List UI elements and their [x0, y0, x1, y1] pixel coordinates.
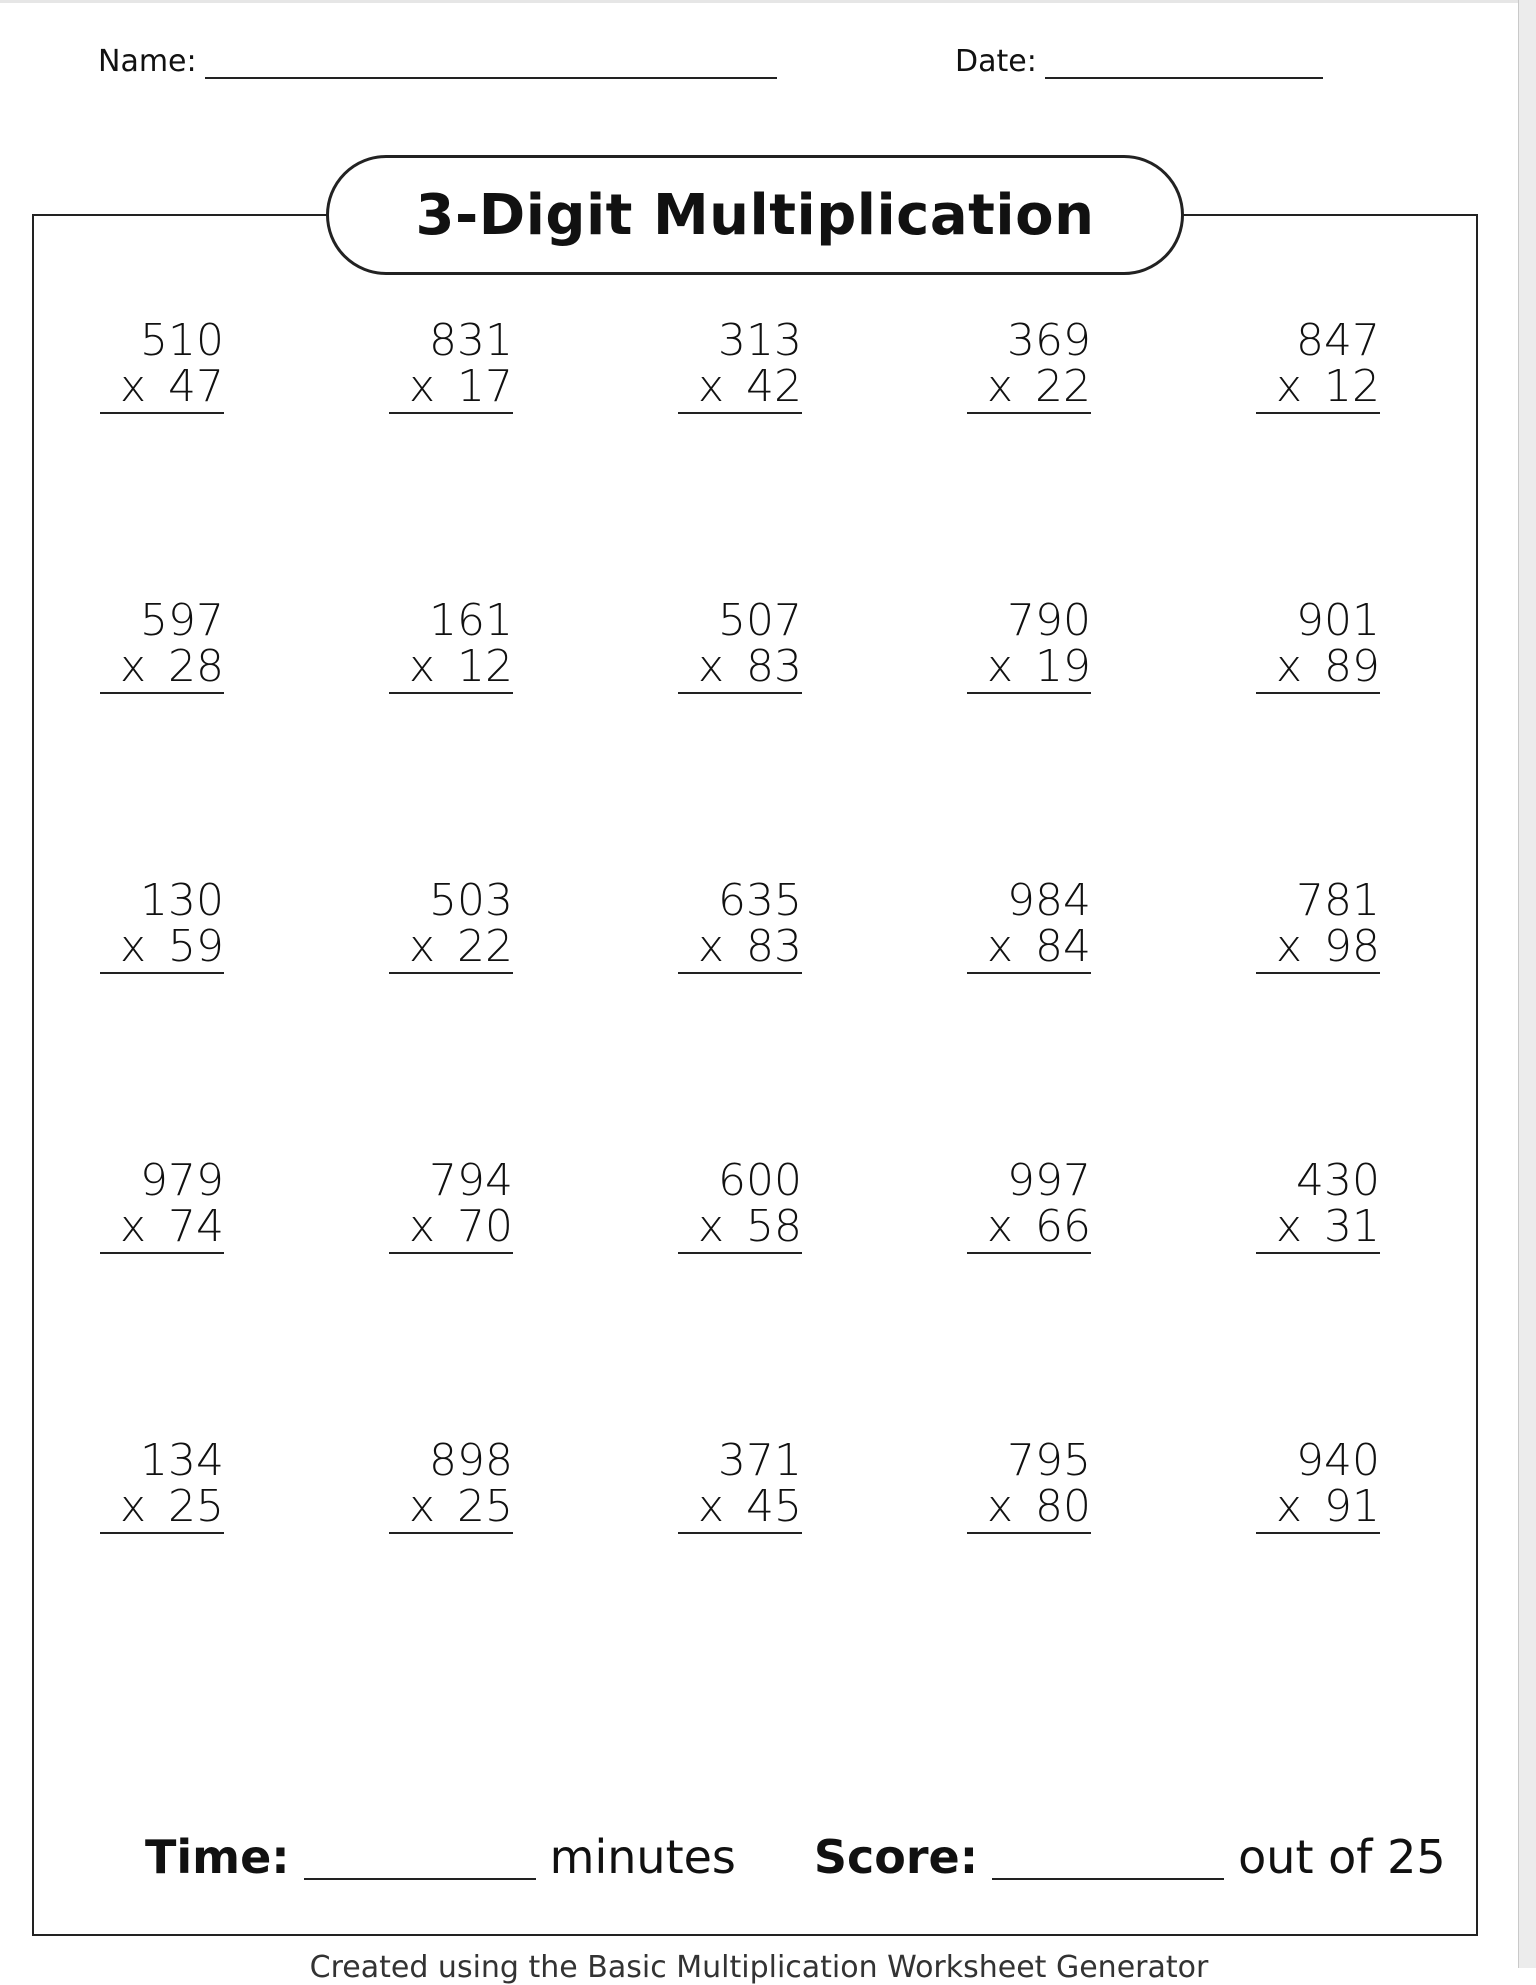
page-right-edge	[1518, 0, 1536, 1968]
multiplier: 22	[457, 921, 513, 972]
multiplication-problem	[100, 315, 224, 414]
multiplier: 66	[1035, 1201, 1091, 1252]
out-of-label: out of 25	[1238, 1830, 1446, 1884]
multiplicand: 600	[718, 1155, 802, 1206]
times-sign: x	[698, 361, 725, 412]
times-sign: x	[409, 1201, 436, 1252]
multiplier-row	[1256, 641, 1380, 694]
multiplication-problem	[100, 1435, 224, 1534]
times-sign: x	[1276, 361, 1303, 412]
multiplier-row	[678, 361, 802, 414]
multiplicand: 979	[140, 1155, 224, 1206]
multiplier-row	[678, 921, 802, 974]
name-blank-line[interactable]	[205, 47, 777, 79]
multiplication-problem	[967, 1435, 1091, 1534]
multiplier: 42	[746, 361, 802, 412]
times-sign: x	[987, 1201, 1014, 1252]
multiplier: 80	[1035, 1481, 1091, 1532]
multiplication-problem	[1256, 1155, 1380, 1254]
multiplier-row	[967, 921, 1091, 974]
times-sign: x	[698, 921, 725, 972]
multiplier: 83	[746, 921, 802, 972]
multiplicand: 371	[718, 1435, 802, 1486]
multiplier-row	[100, 1481, 224, 1534]
multiplication-problem	[389, 595, 513, 694]
multiplier-row	[1256, 1481, 1380, 1534]
multiplication-problem	[678, 595, 802, 694]
multiplier-row	[389, 361, 513, 414]
times-sign: x	[409, 921, 436, 972]
multiplicand: 847	[1296, 315, 1380, 366]
times-sign: x	[698, 1481, 725, 1532]
worksheet-title: 3-Digit Multiplication	[326, 155, 1184, 275]
multiplier: 89	[1324, 641, 1380, 692]
times-sign: x	[409, 641, 436, 692]
times-sign: x	[698, 641, 725, 692]
multiplier-row	[678, 1201, 802, 1254]
times-sign: x	[987, 361, 1014, 412]
multiplier: 45	[746, 1481, 802, 1532]
multiplier: 31	[1324, 1201, 1380, 1252]
multiplier-row	[100, 361, 224, 414]
multiplier: 58	[746, 1201, 802, 1252]
multiplier-row	[100, 1201, 224, 1254]
multiplicand: 831	[429, 315, 513, 366]
multiplier: 91	[1324, 1481, 1380, 1532]
multiplication-problem	[100, 595, 224, 694]
multiplicand: 369	[1007, 315, 1091, 366]
times-sign: x	[1276, 1201, 1303, 1252]
multiplier-row	[100, 641, 224, 694]
multiplier: 83	[746, 641, 802, 692]
multiplier-row	[967, 361, 1091, 414]
times-sign: x	[987, 921, 1014, 972]
multiplicand: 507	[718, 595, 802, 646]
multiplier-row	[967, 1481, 1091, 1534]
multiplicand: 984	[1007, 875, 1091, 926]
multiplicand: 794	[429, 1155, 513, 1206]
multiplication-problem	[678, 315, 802, 414]
multiplication-problem	[389, 875, 513, 974]
page-top-edge	[0, 0, 1518, 3]
multiplier-row	[389, 641, 513, 694]
multiplication-problem	[678, 1435, 802, 1534]
footer	[145, 1830, 1446, 1884]
multiplier-row	[967, 641, 1091, 694]
times-sign: x	[120, 921, 147, 972]
multiplier: 84	[1035, 921, 1091, 972]
times-sign: x	[698, 1201, 725, 1252]
multiplicand: 795	[1007, 1435, 1091, 1486]
time-blank-line[interactable]	[304, 1838, 536, 1880]
date-field[interactable]	[955, 44, 1323, 79]
date-label: Date:	[955, 44, 1037, 79]
multiplier: 74	[168, 1201, 224, 1252]
times-sign: x	[120, 1481, 147, 1532]
multiplicand: 130	[140, 875, 224, 926]
multiplication-problem	[1256, 595, 1380, 694]
date-blank-line[interactable]	[1045, 47, 1323, 79]
multiplication-problem	[678, 1155, 802, 1254]
multiplier-row	[1256, 361, 1380, 414]
multiplicand: 134	[140, 1435, 224, 1486]
multiplication-problem	[100, 875, 224, 974]
multiplier-row	[678, 641, 802, 694]
multiplicand: 898	[429, 1435, 513, 1486]
multiplier: 25	[457, 1481, 513, 1532]
multiplicand: 510	[140, 315, 224, 366]
score-label: Score:	[813, 1830, 979, 1884]
times-sign: x	[1276, 921, 1303, 972]
multiplication-problem	[967, 875, 1091, 974]
multiplication-problem	[389, 315, 513, 414]
generator-credit: Created using the Basic Multiplication Worksheet Generator	[309, 1950, 1209, 1985]
multiplication-problem	[967, 1155, 1091, 1254]
multiplier: 28	[168, 641, 224, 692]
multiplicand: 901	[1296, 595, 1380, 646]
multiplication-problem	[678, 875, 802, 974]
name-label: Name:	[98, 44, 197, 79]
multiplicand: 430	[1296, 1155, 1380, 1206]
times-sign: x	[1276, 1481, 1303, 1532]
multiplier: 59	[168, 921, 224, 972]
time-label: Time:	[145, 1830, 290, 1884]
multiplier-row	[967, 1201, 1091, 1254]
times-sign: x	[987, 641, 1014, 692]
multiplicand: 503	[429, 875, 513, 926]
minutes-label: minutes	[549, 1830, 736, 1884]
times-sign: x	[409, 1481, 436, 1532]
times-sign: x	[987, 1481, 1014, 1532]
multiplicand: 161	[429, 595, 513, 646]
multiplicand: 635	[718, 875, 802, 926]
multiplier: 22	[1035, 361, 1091, 412]
multiplier: 12	[457, 641, 513, 692]
times-sign: x	[409, 361, 436, 412]
multiplier: 17	[457, 361, 513, 412]
multiplier: 25	[168, 1481, 224, 1532]
multiplier: 47	[168, 361, 224, 412]
multiplicand: 790	[1007, 595, 1091, 646]
multiplicand: 940	[1296, 1435, 1380, 1486]
multiplier-row	[100, 921, 224, 974]
multiplicand: 313	[718, 315, 802, 366]
score-blank-line[interactable]	[992, 1838, 1224, 1880]
multiplication-problem	[1256, 875, 1380, 974]
multiplier-row	[678, 1481, 802, 1534]
multiplier-row	[389, 1201, 513, 1254]
times-sign: x	[120, 1201, 147, 1252]
multiplier-row	[389, 921, 513, 974]
multiplier: 12	[1324, 361, 1380, 412]
multiplication-problem	[967, 595, 1091, 694]
multiplication-problem	[389, 1435, 513, 1534]
name-field[interactable]	[98, 44, 777, 79]
multiplication-problem	[100, 1155, 224, 1254]
worksheet-frame	[32, 214, 1478, 1936]
multiplication-problem	[967, 315, 1091, 414]
multiplier: 19	[1035, 641, 1091, 692]
times-sign: x	[120, 641, 147, 692]
multiplicand: 781	[1296, 875, 1380, 926]
times-sign: x	[1276, 641, 1303, 692]
multiplier: 70	[457, 1201, 513, 1252]
multiplier-row	[1256, 1201, 1380, 1254]
times-sign: x	[120, 361, 147, 412]
multiplier-row	[1256, 921, 1380, 974]
multiplication-problem	[1256, 315, 1380, 414]
multiplication-problem	[1256, 1435, 1380, 1534]
multiplicand: 597	[140, 595, 224, 646]
multiplier-row	[389, 1481, 513, 1534]
multiplicand: 997	[1007, 1155, 1091, 1206]
multiplier: 98	[1324, 921, 1380, 972]
multiplication-problem	[389, 1155, 513, 1254]
